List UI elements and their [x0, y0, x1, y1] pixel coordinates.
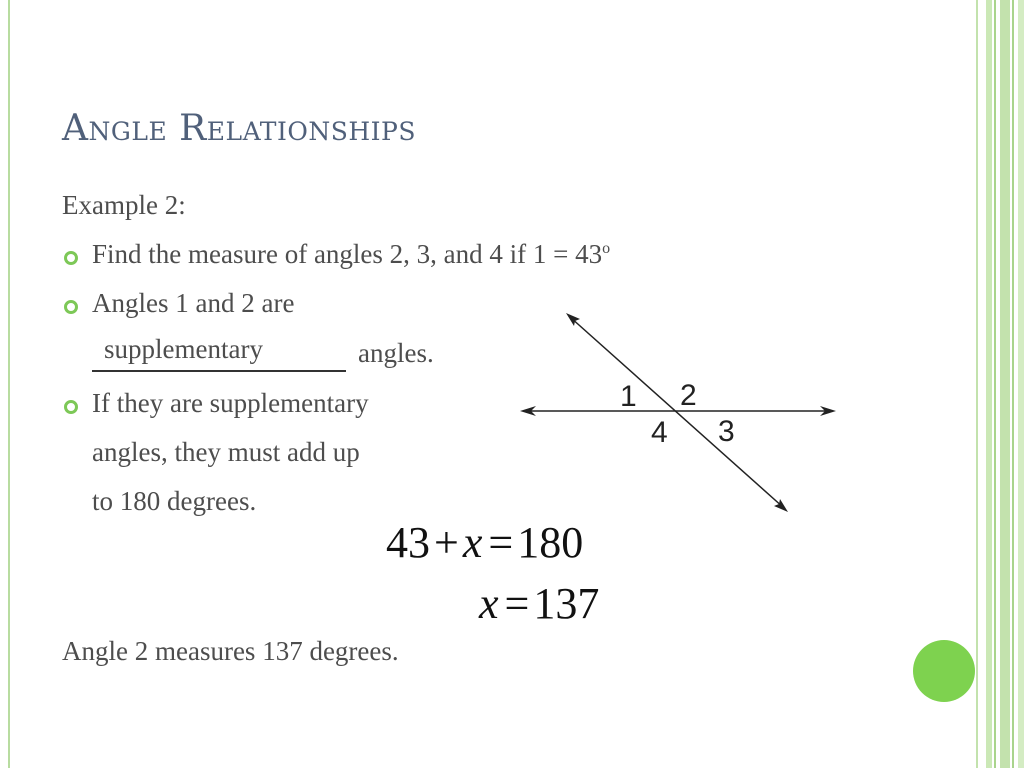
side-bar [1012, 0, 1014, 768]
eq2-var: x [479, 579, 499, 628]
decorative-side-bars [976, 0, 1024, 768]
angle-diagram [510, 305, 850, 520]
side-bar [986, 0, 992, 768]
eq2-rhs: 137 [533, 579, 600, 628]
eq2-eq: = [504, 579, 530, 628]
equation-line-1 [386, 517, 583, 568]
bullet-3-line2: angles, they must add up [92, 437, 360, 467]
bullet-icon [64, 300, 78, 314]
example-label: Example 2: [62, 190, 186, 220]
bullet-3-line1: If they are supplementary [92, 388, 369, 418]
fill-in-blank-line [92, 370, 346, 372]
eq1-eq: = [488, 518, 514, 567]
left-border-line [8, 0, 10, 768]
eq1-a: 43 [386, 518, 430, 567]
bullet-2-line1: Angles 1 and 2 are [92, 288, 295, 318]
degree-mark: o [602, 240, 611, 257]
fill-in-answer: supplementary [104, 334, 263, 364]
equation-line-2 [479, 578, 599, 629]
bullet-2-suffix: angles. [358, 338, 434, 368]
side-bar [1018, 0, 1024, 768]
eq1-op: + [434, 518, 459, 567]
eq1-rhs: 180 [517, 518, 584, 567]
bullet-3-line3: to 180 degrees. [92, 486, 257, 516]
bullet-1-main: Find the measure of angles 2, 3, and 4 if 1 = 43 [92, 239, 603, 269]
angle-label-1: 1 [620, 380, 637, 413]
angle-label-2: 2 [680, 379, 697, 412]
side-bar [994, 0, 996, 768]
bullet-icon [64, 400, 78, 414]
transversal-line [570, 317, 784, 508]
bullet-1-text [92, 239, 610, 270]
slide-title: Angle Relationships [62, 108, 416, 149]
conclusion-text: Angle 2 measures 137 degrees. [62, 636, 399, 666]
bullet-icon [64, 251, 78, 265]
angle-label-3: 3 [718, 415, 735, 448]
angle-label-4: 4 [651, 416, 668, 449]
side-bar [976, 0, 978, 768]
eq1-var: x [462, 518, 483, 567]
green-circle-decoration [913, 640, 975, 702]
side-bar [1000, 0, 1010, 768]
